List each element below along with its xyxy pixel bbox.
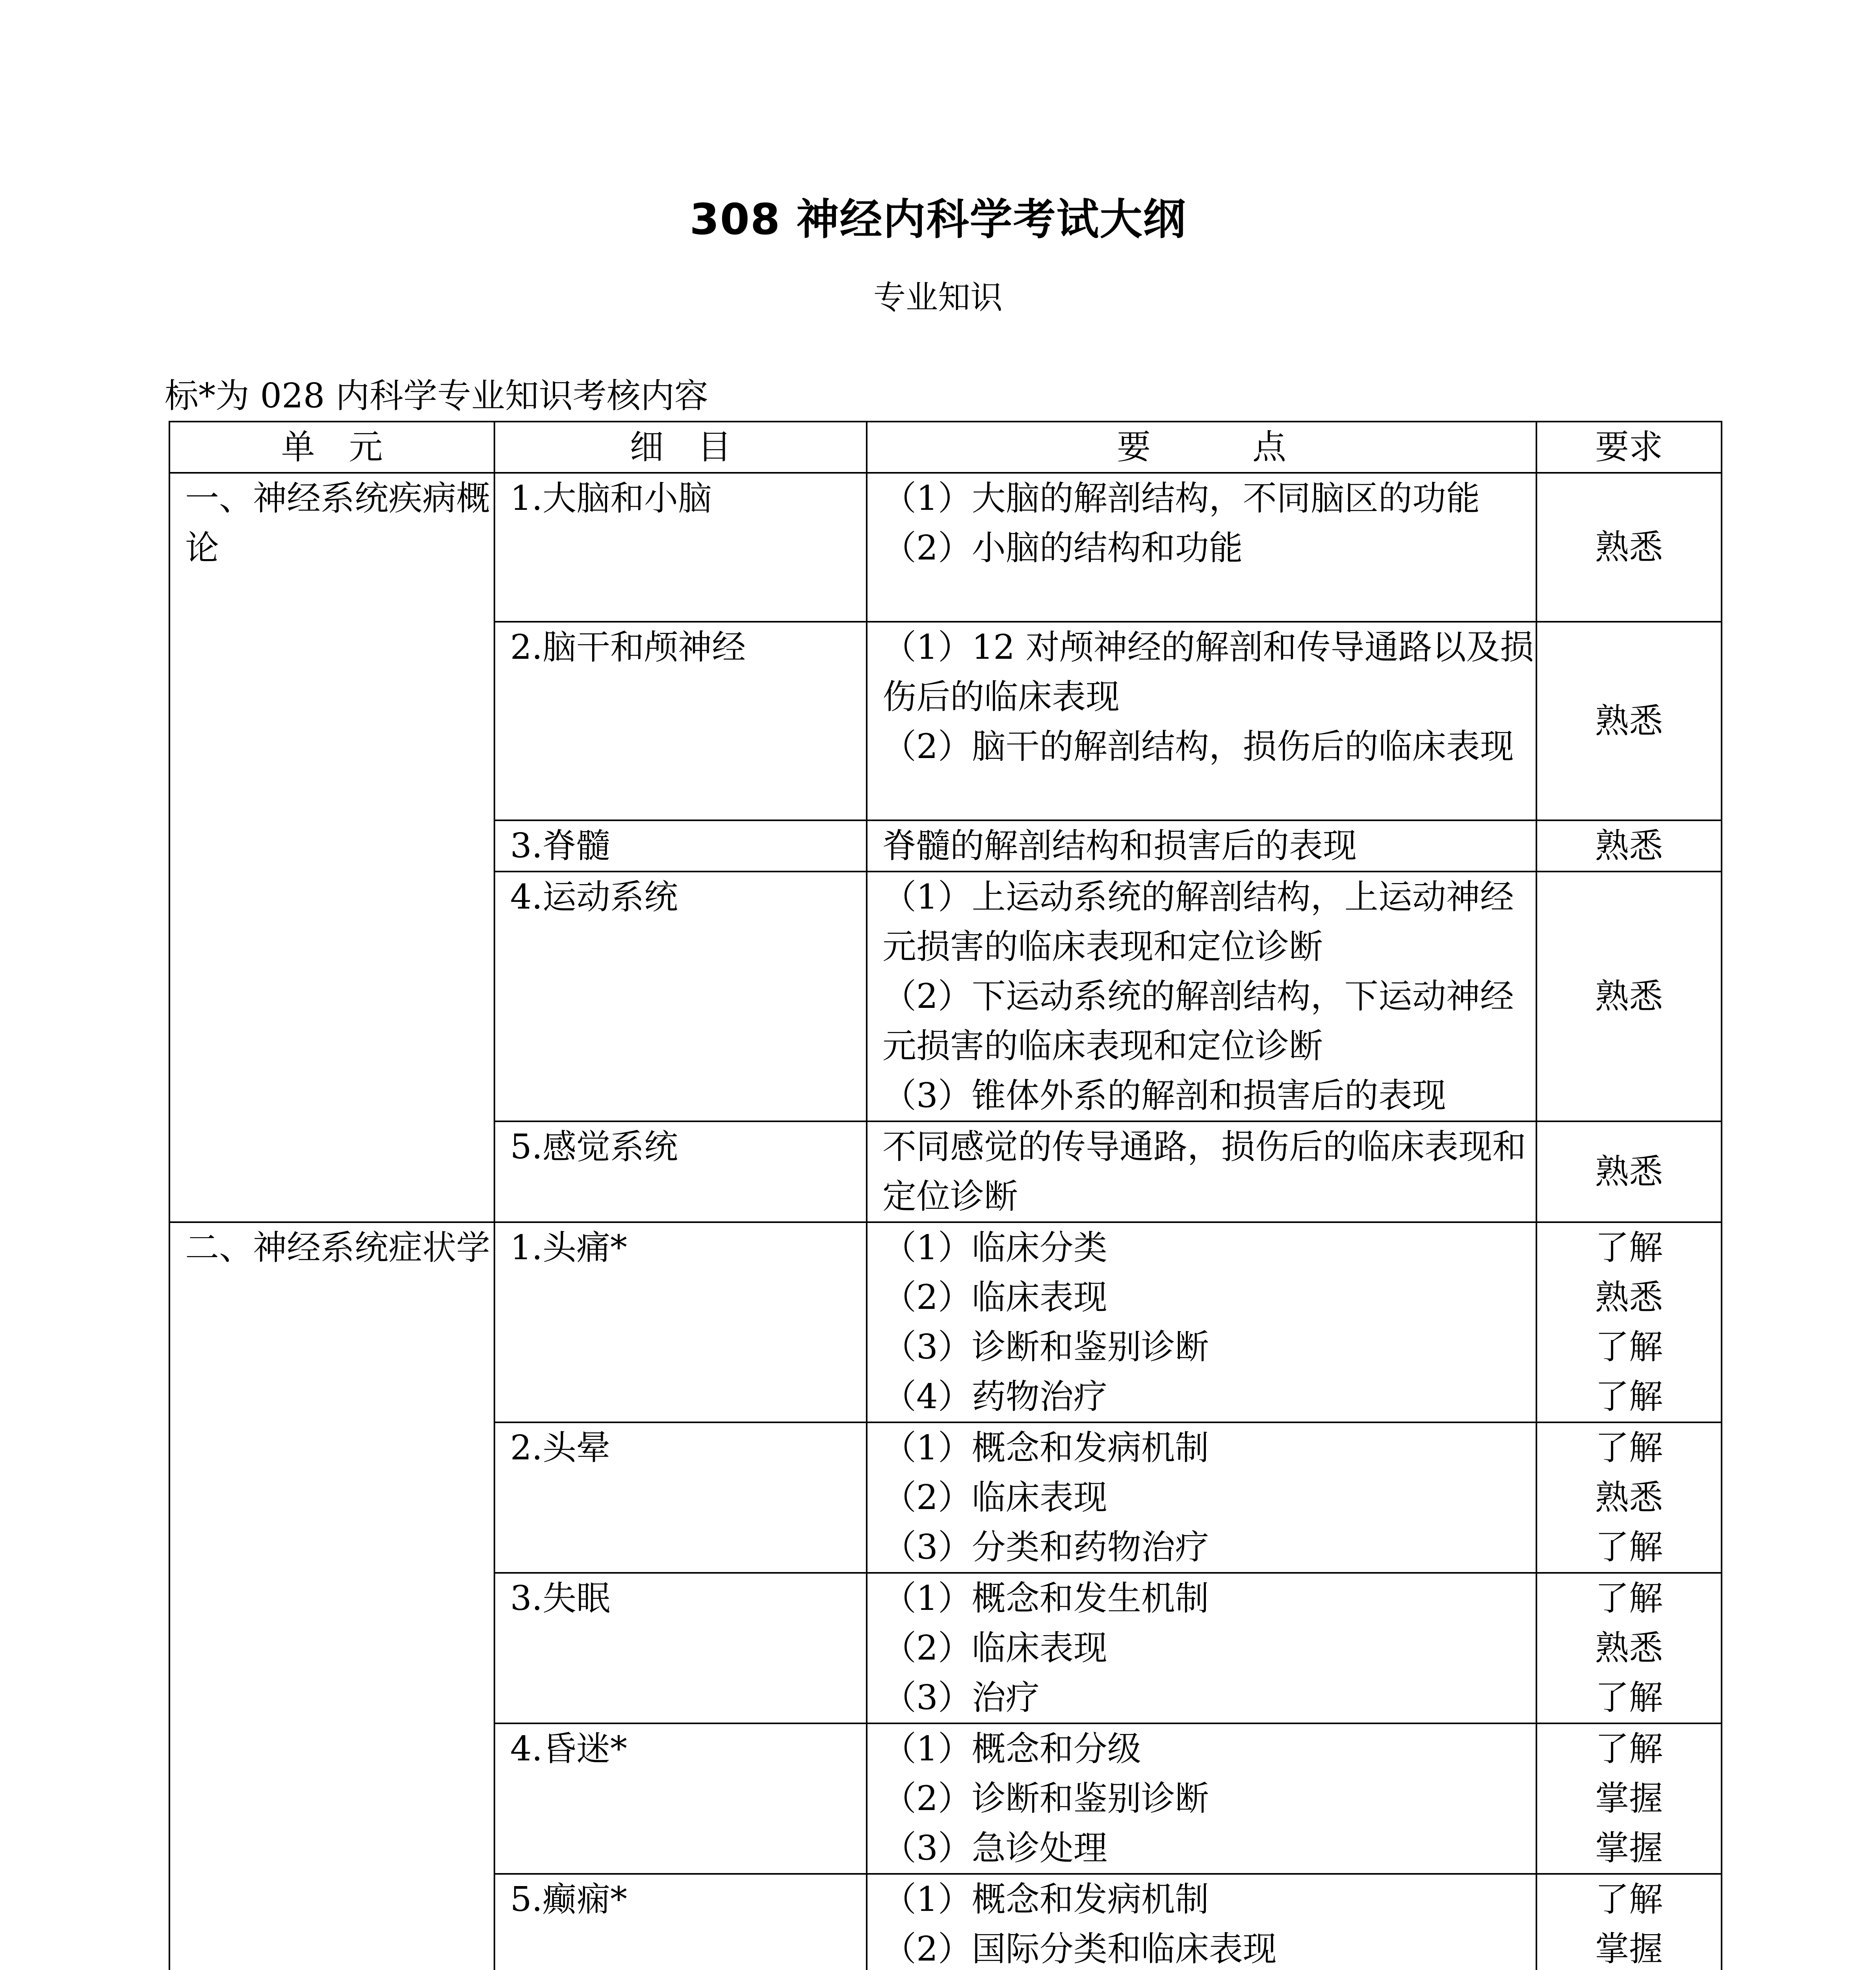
- item-cell: 5.感觉系统: [494, 1121, 867, 1222]
- requirement-line: 熟悉: [1595, 1628, 1663, 1668]
- point-line: 不同感觉的传导通路，损伤后的临床表现和定位诊断: [882, 1127, 1526, 1216]
- header-unit: 单 元: [169, 422, 494, 473]
- requirement-line: 了解: [1595, 1428, 1663, 1468]
- points-cell: [867, 1121, 1536, 1222]
- requirement-line: 了解: [1595, 1228, 1663, 1267]
- header-requirement: 要求: [1536, 422, 1722, 473]
- points-cell: [867, 1222, 1536, 1422]
- requirement-line: 熟悉: [1595, 1278, 1663, 1317]
- requirement-cell: 熟悉: [1536, 872, 1722, 1121]
- document-title: 308 神经内科学考试大纲: [689, 195, 1187, 244]
- document-subtitle: 专业知识: [873, 279, 1003, 316]
- requirement-cell: [1536, 1222, 1722, 1422]
- unit-cell: [169, 473, 494, 1222]
- item-cell: 2.脑干和颅神经: [494, 622, 867, 820]
- point-line: （3）锥体外系的解剖和损害后的表现: [882, 1076, 1446, 1115]
- requirement-line: 了解: [1595, 1579, 1663, 1618]
- point-line: （1）上运动系统的解剖结构，上运动神经元损害的临床表现和定位诊断: [882, 877, 1514, 966]
- requirement-line: 掌握: [1595, 1779, 1663, 1818]
- requirement-line: 了解: [1595, 1528, 1663, 1567]
- asterisk-note: 标*为 028 内科学专业知识考核内容: [165, 376, 708, 416]
- item-cell: 1.头痛*: [494, 1222, 867, 1422]
- header-points: 要 点: [867, 422, 1536, 473]
- item-cell: 2.头晕: [494, 1422, 867, 1573]
- unit-name: 二、神经系统症状学: [185, 1228, 490, 1267]
- requirement-line: 掌握: [1595, 1829, 1663, 1868]
- table-row: [169, 473, 1722, 622]
- point-line: （2）下运动系统的解剖结构，下运动神经元损害的临床表现和定位诊断: [882, 977, 1514, 1066]
- requirement-cell: 熟悉: [1536, 820, 1722, 872]
- point-line: （3）急诊处理: [882, 1829, 1107, 1868]
- requirement-line: 了解: [1595, 1678, 1663, 1717]
- point-line: （1）概念和发生机制: [882, 1579, 1209, 1618]
- item-cell: 3.脊髓: [494, 820, 867, 872]
- point-line: （1）大脑的解剖结构，不同脑区的功能: [882, 479, 1480, 518]
- requirement-line: 熟悉: [1595, 1478, 1663, 1517]
- requirement-cell: [1536, 1874, 1722, 1970]
- point-line: （2）临床表现: [882, 1278, 1107, 1317]
- points-cell: [867, 820, 1536, 872]
- item-cell: 5.癫痫*: [494, 1874, 867, 1970]
- header-item: 细 目: [494, 422, 867, 473]
- point-line: （1）临床分类: [882, 1228, 1107, 1267]
- table-header-row: [169, 422, 1722, 473]
- unit-cell: [169, 1222, 494, 1970]
- point-line: （2）小脑的结构和功能: [882, 528, 1243, 568]
- point-line: （3）分类和药物治疗: [882, 1528, 1209, 1567]
- points-cell: [867, 1573, 1536, 1723]
- item-cell: 4.昏迷*: [494, 1723, 867, 1874]
- points-cell: [867, 1874, 1536, 1970]
- point-line: （4）药物治疗: [882, 1377, 1107, 1416]
- unit-name: 一、神经系统疾病概论: [185, 479, 490, 568]
- point-line: （1）概念和分级: [882, 1729, 1141, 1769]
- point-line: （2）临床表现: [882, 1628, 1107, 1668]
- requirement-cell: 熟悉: [1536, 1121, 1722, 1222]
- point-line: （1）概念和发病机制: [882, 1880, 1209, 1919]
- item-cell: 3.失眠: [494, 1573, 867, 1723]
- requirement-line: 了解: [1595, 1880, 1663, 1919]
- point-line: （2）国际分类和临床表现: [882, 1929, 1277, 1969]
- point-line: （1）12 对颅神经的解剖和传导通路以及损伤后的临床表现: [882, 628, 1534, 717]
- requirement-line: 了解: [1595, 1729, 1663, 1769]
- point-line: （1）概念和发病机制: [882, 1428, 1209, 1468]
- point-line: 脊髓的解剖结构和损害后的表现: [882, 826, 1357, 866]
- points-cell: [867, 872, 1536, 1121]
- point-line: （2）临床表现: [882, 1478, 1107, 1517]
- requirement-cell: [1536, 1422, 1722, 1573]
- point-line: （2）诊断和鉴别诊断: [882, 1779, 1209, 1818]
- points-cell: [867, 622, 1536, 820]
- requirement-cell: [1536, 1573, 1722, 1723]
- point-line: （3）诊断和鉴别诊断: [882, 1327, 1209, 1367]
- point-line: （3）治疗: [882, 1678, 1040, 1717]
- points-cell: [867, 1723, 1536, 1874]
- requirement-line: 掌握: [1595, 1929, 1663, 1969]
- requirement-cell: 熟悉: [1536, 622, 1722, 820]
- requirement-cell: [1536, 1723, 1722, 1874]
- table-row: [169, 1222, 1722, 1422]
- item-cell: 1.大脑和小脑: [494, 473, 867, 622]
- point-line: （2）脑干的解剖结构，损伤后的临床表现: [882, 727, 1514, 766]
- syllabus-table: [169, 421, 1722, 1970]
- requirement-cell: 熟悉: [1536, 473, 1722, 622]
- item-cell: 4.运动系统: [494, 872, 867, 1121]
- requirement-line: 了解: [1595, 1327, 1663, 1367]
- points-cell: [867, 1422, 1536, 1573]
- requirement-line: 了解: [1595, 1377, 1663, 1416]
- points-cell: [867, 473, 1536, 622]
